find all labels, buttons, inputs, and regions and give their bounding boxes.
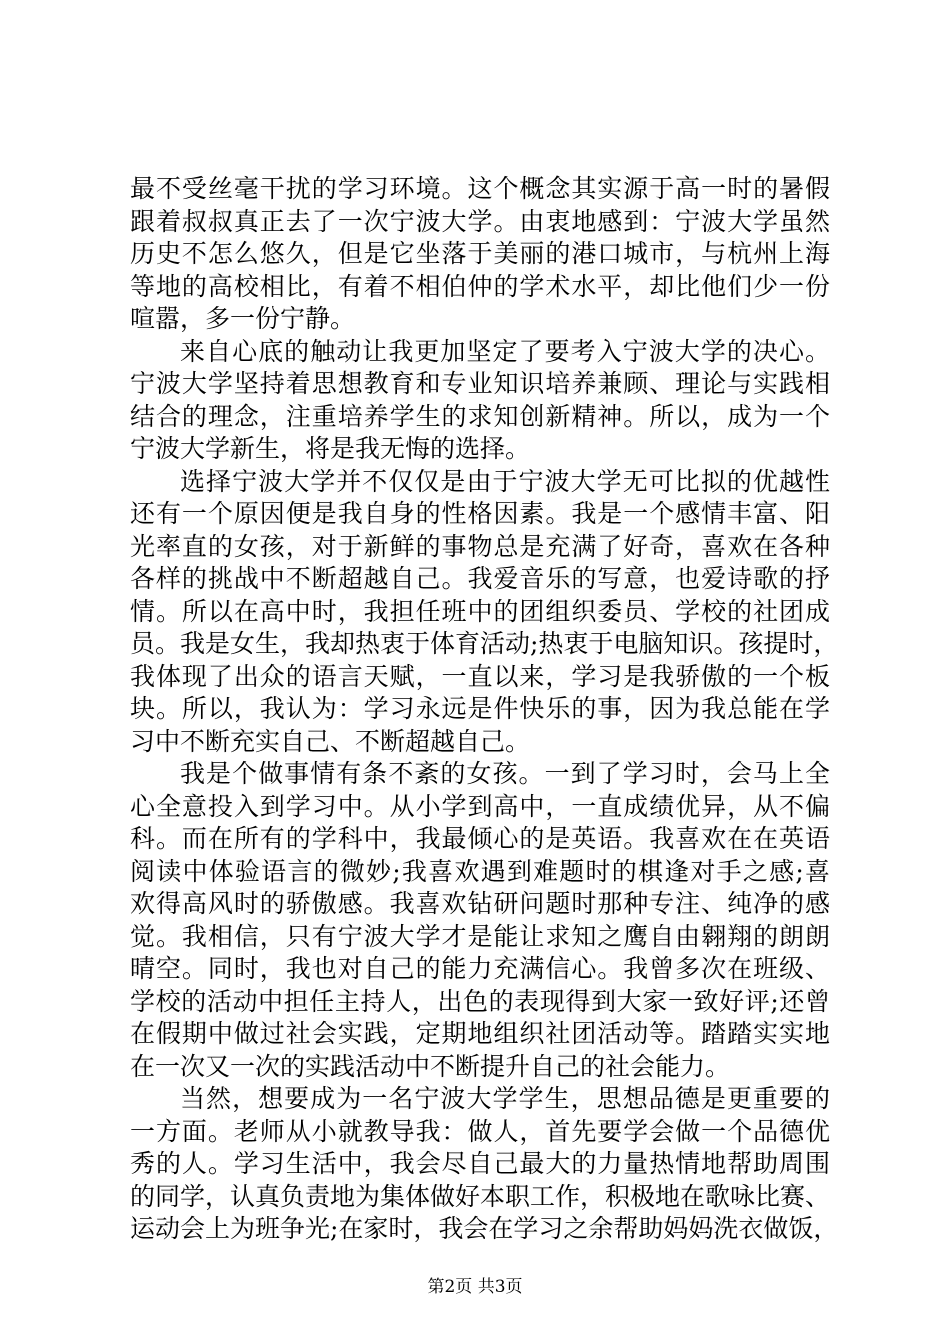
text-line: 一方面。老师从小就教导我：做人，首先要学会做一个品德优 — [130, 1116, 830, 1146]
text-line: 最不受丝毫干扰的学习环境。这个概念其实源于高一时的暑假 — [130, 174, 830, 203]
text-line: 的同学，认真负责地为集体做好本职工作，积极地在歌咏比赛、 — [130, 1181, 831, 1211]
text-line: 喧嚣，多一份宁静。 — [130, 304, 356, 333]
text-line: 晴空。同时，我也对自己的能力充满信心。我曾多次在班级、 — [130, 954, 830, 983]
text-line: 我是个做事情有条不紊的女孩。一到了学习时，会马上全 — [180, 759, 830, 788]
text-line: 情。所以在高中时，我担任班中的团组织委员、学校的社团成 — [130, 596, 830, 626]
body-text — [130, 173, 839, 1246]
text-line: 选择宁波大学并不仅仅是由于宁波大学无可比拟的优越性 — [180, 466, 830, 496]
text-line: 结合的理念，注重培养学生的求知创新精神。所以，成为一个 — [130, 401, 830, 431]
text-line: 各样的挑战中不断超越自己。我爱音乐的写意，也爱诗歌的抒 — [130, 564, 830, 593]
text-line: 跟着叔叔真正去了一次宁波大学。由衷地感到：宁波大学虽然 — [130, 206, 830, 236]
text-line: 心全意投入到学习中。从小学到高中，一直成绩优异，从不偏 — [130, 791, 830, 821]
text-line: 在假期中做过社会实践，定期地组织社团活动等。踏踏实实地 — [130, 1019, 830, 1048]
text-line: 当然，想要成为一名宁波大学学生，思想品德是更重要的 — [180, 1084, 830, 1113]
text-line: 历史不怎么悠久，但是它坐落于美丽的港口城市，与杭州上海 — [130, 239, 830, 268]
text-line: 我体现了出众的语言天赋，一直以来，学习是我骄傲的一个板 — [130, 661, 830, 691]
text-line: 习中不断充实自己、不断超越自己。 — [130, 726, 531, 756]
text-line: 来自心底的触动让我更加坚定了要考入宁波大学的决心。 — [180, 336, 830, 366]
text-line: 秀的人。学习生活中，我会尽自己最大的力量热情地帮助周围 — [130, 1149, 830, 1178]
page-footer: 第2页 共3页 — [427, 1277, 523, 1297]
text-line: 科。而在所有的学科中，我最倾心的是英语。我喜欢在在英语 — [130, 824, 830, 853]
text-line: 宁波大学坚持着思想教育和专业知识培养兼顾、理论与实践相 — [130, 369, 830, 398]
text-line: 还有一个原因便是我自身的性格因素。我是一个感情丰富、阳 — [130, 499, 830, 528]
text-line: 学校的活动中担任主持人，出色的表现得到大家一致好评;还曾 — [130, 986, 830, 1016]
text-line: 光率直的女孩，对于新鲜的事物总是充满了好奇，喜欢在各种 — [130, 531, 830, 561]
text-line: 在一次又一次的实践活动中不断提升自己的社会能力。 — [130, 1051, 731, 1081]
text-line: 欢得高风时的骄傲感。我喜欢钻研问题时那种专注、纯净的感 — [130, 889, 830, 918]
text-line: 运动会上为班争光;在家时，我会在学习之余帮助妈妈洗衣做饭， — [130, 1214, 839, 1243]
text-line: 等地的高校相比，有着不相伯仲的学术水平，却比他们少一份 — [130, 271, 830, 301]
text-line: 块。所以，我认为：学习永远是件快乐的事，因为我总能在学 — [130, 694, 830, 723]
text-line: 宁波大学新生，将是我无悔的选择。 — [130, 434, 531, 463]
text-line: 阅读中体验语言的微妙;我喜欢遇到难题时的棋逢对手之感;喜 — [130, 856, 830, 886]
text-line: 觉。我相信，只有宁波大学才是能让求知之鹰自由翱翔的朗朗 — [130, 921, 830, 951]
text-line: 员。我是女生，我却热衷于体育活动;热衷于电脑知识。孩提时， — [130, 629, 839, 658]
